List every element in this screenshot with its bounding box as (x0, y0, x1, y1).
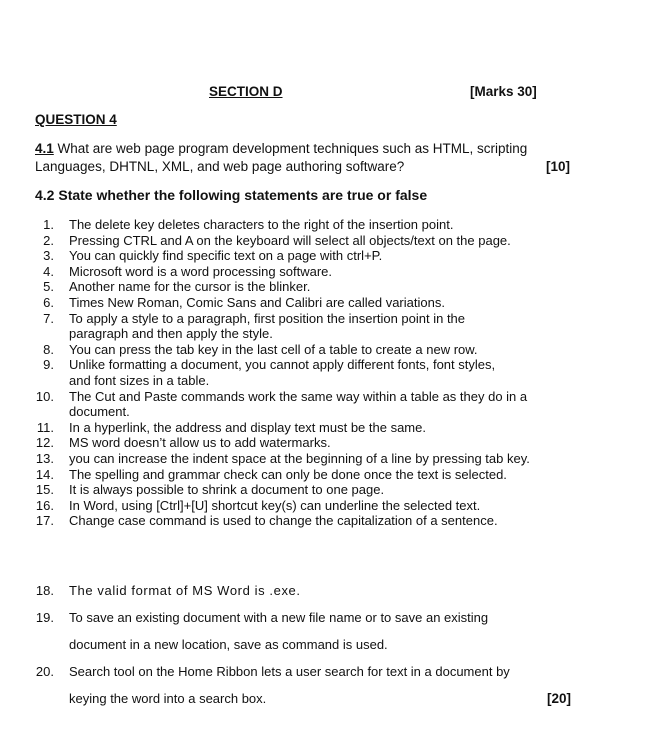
list-item (0, 451, 654, 467)
list-item (0, 279, 654, 295)
item-number: 8. (43, 341, 54, 357)
item-number: 17. (35, 513, 54, 529)
item-text: Unlike formatting a document, you cannot apply different fonts, font styles, (69, 357, 496, 373)
item-text: To apply a style to a paragraph, first position the insertion point in the (69, 310, 466, 326)
item-number: 19. (35, 610, 54, 625)
list-item (0, 248, 654, 264)
list-item (0, 357, 654, 388)
item-text: paragraph and then apply the style. (69, 326, 273, 342)
list-item (0, 295, 654, 311)
item-text: Change case command is used to change the capitalization of a sentence. (69, 513, 498, 529)
item-number: 1. (43, 217, 54, 232)
item-text: You can press the tab key in the last cell of a table to create a new row. (69, 341, 478, 357)
item-text: Pressing CTRL and A on the keyboard will select all objects/text on the page. (69, 232, 511, 248)
item-number: 18. (35, 583, 54, 598)
item-text: In a hyperlink, the address and display text must be the same. (69, 419, 426, 435)
list-item (0, 233, 654, 249)
item-text: The valid format of MS Word is .exe. (69, 583, 301, 598)
item-number: 20. (35, 664, 54, 679)
item-number: 10. (35, 388, 54, 404)
list-item (0, 420, 654, 436)
item-number: 16. (35, 497, 54, 513)
item-number: 9. (43, 357, 54, 373)
q41-marks: [10] (546, 159, 571, 174)
item-text: and font sizes in a table. (69, 372, 210, 388)
item-text: The Cut and Paste commands work the same way within a table as they do in a (69, 388, 528, 404)
item-text: The spelling and grammar check can only be done once the text is selected. (69, 466, 507, 482)
section-title: SECTION D (209, 84, 283, 99)
section-marks: [Marks 30] (470, 84, 537, 99)
item-number: 12. (35, 435, 54, 451)
list-item (0, 467, 654, 483)
item-text: document in a new location, save as command is used. (69, 637, 388, 652)
item-text: In Word, using [Ctrl]+[U] shortcut key(s) can underline the selected text. (69, 497, 481, 513)
question-4-1 (35, 140, 527, 176)
list-item (0, 513, 654, 529)
q42-marks: [20] (547, 691, 572, 706)
list-item (0, 583, 654, 610)
item-text: document. (69, 404, 130, 420)
list-item (0, 389, 654, 420)
list-item (0, 264, 654, 280)
item-text: Search tool on the Home Ribbon lets a user search for text in a document by (69, 664, 510, 679)
q41-text-line1: What are web page program development techniques such as HTML, scripting (53, 141, 528, 156)
list-item (0, 342, 654, 358)
item-number: 14. (35, 466, 54, 482)
item-number: 7. (43, 310, 54, 326)
item-text: To save an existing document with a new file name or to save an existing (69, 610, 489, 625)
item-number: 15. (35, 482, 54, 498)
q41-text-line2: Languages, DHTNL, XML, and web page authoring software? (35, 159, 405, 174)
item-text: It is always possible to shrink a document to one page. (69, 482, 385, 498)
item-number: 5. (43, 279, 54, 295)
list-item (0, 435, 654, 451)
item-number: 13. (35, 451, 54, 466)
question-heading: QUESTION 4 (35, 112, 117, 127)
item-text: keying the word into a search box. (69, 691, 267, 706)
item-text: MS word doesn’t allow us to add watermarks. (69, 435, 331, 451)
list-item (0, 610, 654, 664)
item-text: The delete key deletes characters to the right of the insertion point. (69, 217, 454, 232)
item-number: 6. (43, 295, 54, 310)
question-4-2-heading: 4.2 State whether the following statements are true or false (35, 187, 428, 203)
item-text: Another name for the cursor is the blinker. (69, 279, 311, 295)
item-number: 11. (36, 419, 54, 435)
item-number: 4. (43, 263, 54, 279)
list-item (0, 311, 654, 342)
item-number: 2. (43, 232, 54, 248)
item-text: Microsoft word is a word processing software. (69, 263, 332, 279)
item-text: You can quickly find specific text on a page with ctrl+P. (69, 248, 383, 264)
q41-number: 4.1 (35, 141, 54, 156)
list-item (0, 482, 654, 498)
item-text: Times New Roman, Comic Sans and Calibri are called variations. (69, 295, 445, 310)
item-text: you can increase the indent space at the beginning of a line by pressing tab key. (69, 451, 530, 466)
list-item (0, 498, 654, 514)
item-number: 3. (43, 248, 54, 264)
list-item (0, 217, 654, 233)
